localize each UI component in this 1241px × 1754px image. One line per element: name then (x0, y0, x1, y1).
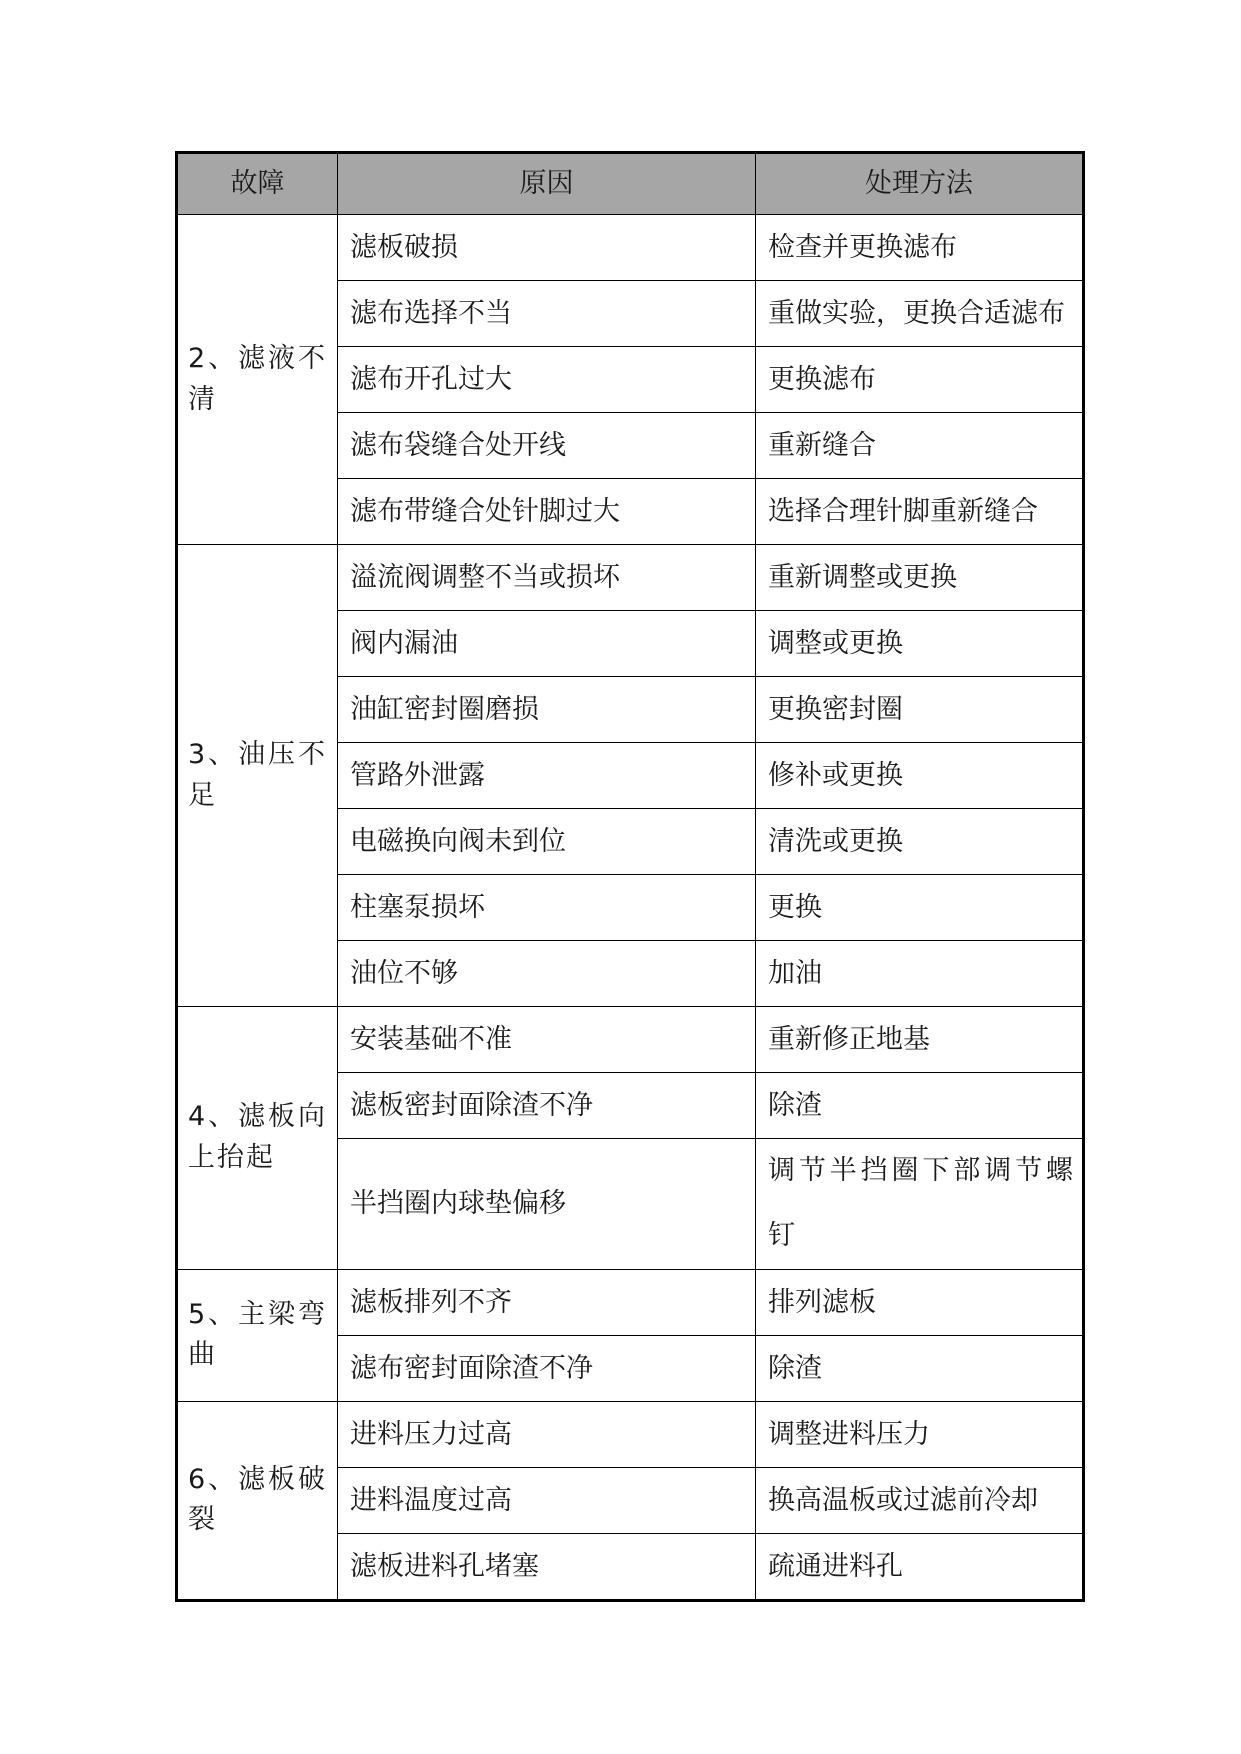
solution-cell: 更换滤布 (756, 347, 1084, 413)
cause-cell: 阀内漏油 (338, 611, 756, 677)
cause-cell: 油位不够 (338, 941, 756, 1007)
header-cause: 原因 (338, 153, 756, 215)
cause-cell: 滤布开孔过大 (338, 347, 756, 413)
table-body (177, 215, 1084, 1601)
cause-cell: 滤布袋缝合处开线 (338, 413, 756, 479)
solution-cell: 更换 (756, 875, 1084, 941)
cause-cell: 滤布选择不当 (338, 281, 756, 347)
solution-cell: 重新修正地基 (756, 1007, 1084, 1073)
table-row (177, 1007, 1084, 1073)
header-solution: 处理方法 (756, 153, 1084, 215)
cause-cell: 滤布密封面除渣不净 (338, 1335, 756, 1401)
solution-cell: 重新缝合 (756, 413, 1084, 479)
cause-cell: 滤布带缝合处针脚过大 (338, 479, 756, 545)
fault-cell: 6、滤板破裂 (177, 1401, 338, 1600)
cause-cell: 电磁换向阀未到位 (338, 809, 756, 875)
solution-cell: 更换密封圈 (756, 677, 1084, 743)
cause-cell: 滤板破损 (338, 215, 756, 281)
solution-cell: 换高温板或过滤前冷却 (756, 1467, 1084, 1533)
table-row (177, 1269, 1084, 1335)
fault-cell: 4、滤板向上抬起 (177, 1007, 338, 1270)
solution-cell: 选择合理针脚重新缝合 (756, 479, 1084, 545)
table-row (177, 1401, 1084, 1467)
header-fault: 故障 (177, 153, 338, 215)
solution-cell: 疏通进料孔 (756, 1533, 1084, 1600)
cause-cell: 半挡圈内球垫偏移 (338, 1139, 756, 1270)
cause-cell: 滤板进料孔堵塞 (338, 1533, 756, 1600)
fault-cell: 2、滤液不清 (177, 215, 338, 545)
solution-cell: 调整进料压力 (756, 1401, 1084, 1467)
table-header (177, 153, 1084, 215)
cause-cell: 油缸密封圈磨损 (338, 677, 756, 743)
cause-cell: 柱塞泵损坏 (338, 875, 756, 941)
solution-cell: 清洗或更换 (756, 809, 1084, 875)
solution-cell: 调整或更换 (756, 611, 1084, 677)
fault-cell: 5、主梁弯曲 (177, 1269, 338, 1401)
cause-cell: 滤板排列不齐 (338, 1269, 756, 1335)
solution-cell: 加油 (756, 941, 1084, 1007)
cause-cell: 溢流阀调整不当或损坏 (338, 545, 756, 611)
solution-cell: 修补或更换 (756, 743, 1084, 809)
table-row (177, 545, 1084, 611)
solution-cell: 排列滤板 (756, 1269, 1084, 1335)
cause-cell: 管路外泄露 (338, 743, 756, 809)
fault-cell: 3、油压不足 (177, 545, 338, 1007)
solution-cell: 除渣 (756, 1073, 1084, 1139)
solution-cell: 调节半挡圈下部调节螺钉 (756, 1139, 1084, 1270)
cause-cell: 进料温度过高 (338, 1467, 756, 1533)
solution-cell: 除渣 (756, 1335, 1084, 1401)
cause-cell: 滤板密封面除渣不净 (338, 1073, 756, 1139)
solution-cell: 检查并更换滤布 (756, 215, 1084, 281)
table-row (177, 215, 1084, 281)
solution-cell: 重新调整或更换 (756, 545, 1084, 611)
solution-cell: 重做实验，更换合适滤布 (756, 281, 1084, 347)
header-row (177, 153, 1084, 215)
cause-cell: 安装基础不准 (338, 1007, 756, 1073)
cause-cell: 进料压力过高 (338, 1401, 756, 1467)
fault-table (175, 151, 1085, 1602)
